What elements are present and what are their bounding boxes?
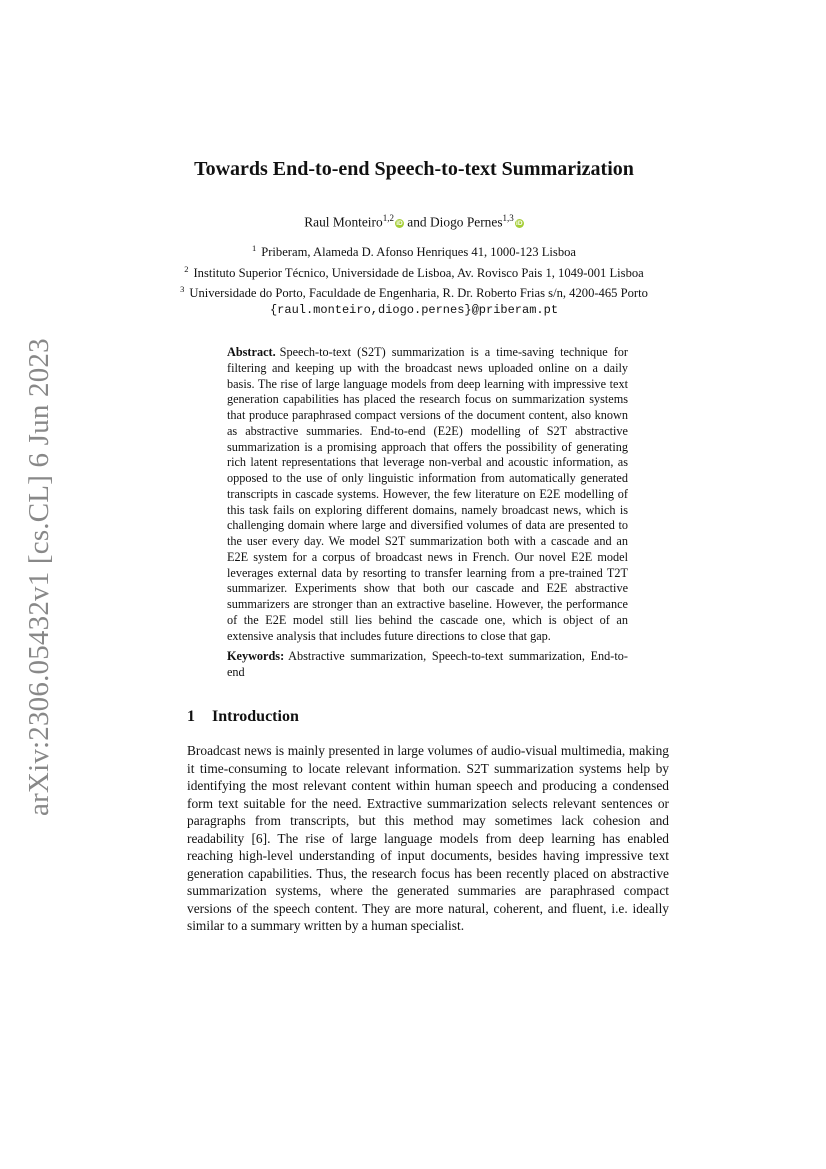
section-title: Introduction [212,708,299,725]
abstract-text: Speech-to-text (S2T) summarization is a time-saving technique for filtering and keeping up with the broadcast news uploaded online on a daily basis. The rise of large language models from deep learning with impressive text generation capabilities has placed the research focus on summarization systems that produce paraphrased compact versions of the document content, also known as abstractive summaries. End-to-end (E2E) modelling of S2T abstractive summarization is a promising approach that offers the possibility of generating rich latent representations that leverage non-verbal and acoustic information, as opposed to the use of only linguistic information from automatically generated transcripts in cascade systems. However, the few literature on E2E modelling of this task fails on exploring different domains, namely broadcast news, which is challenging domain where large and diversified volumes of data are presented to the user every day. We model S2T summarization both with a cascade and an E2E system for a corpus of broadcast news in French. Our novel E2E model leverages external data by resorting to transfer learning from a pre-trained T2T summarizer. Experiments show that both our cascade and E2E abstractive summarizers are stronger than an extractive baseline. However, the performance of the E2E model still lies behind the cascade one, which is object of an extensive analysis that includes future directions to close that gap. [227,345,628,643]
abstract [227,345,628,644]
affiliation-text: Universidade do Porto, Faculdade de Engenharia, R. Dr. Roberto Frias s/n, 4200-465 Porto [189,286,648,301]
affiliation-text: Priberam, Alameda D. Afonso Henriques 41, 1000-123 Lisboa [261,245,577,260]
affiliation-line [120,240,708,261]
author-emails: {raul.monteiro,diogo.pernes}@priberam.pt [269,303,559,318]
orcid-icon[interactable]: iD [516,220,523,228]
author-affiliation-marks: 1,2 [382,213,394,223]
affiliation-line [120,281,708,302]
keywords-text: Abstractive summarization, Speech-to-text summarization, End-to-end [227,649,628,679]
section-number: 1 [187,708,195,725]
section-heading [187,707,299,727]
affiliation-number: 3 [180,284,185,295]
author-line [120,209,708,231]
arxiv-identifier: arXiv:2306.05432v1 [cs.CL] 6 Jun 2023 [23,338,55,816]
author-name: Raul Monteiro [304,214,383,230]
affiliation-number: 2 [184,263,189,274]
author-conjunction: and [407,214,427,230]
affiliation-text: Instituto Superior Técnico, Universidade de Lisboa, Av. Rovisco Pais 1, 1049-001 Lisboa [193,265,644,280]
paper-title: Towards End-to-end Speech-to-text Summarization [194,158,634,180]
keywords [227,649,628,681]
author-affiliation-marks: 1,3 [502,213,514,223]
keywords-label: Keywords: [227,649,285,663]
introduction-paragraph: Broadcast news is mainly presented in large volumes of audio-visual multimedia, making it time-consuming to locate relevant information. S2T summarization systems help by identifying the most relevant content within human speech and producing a condensed form text suitable for the need. Extractive summarization selects relevant sentences or paragraphs from transcripts, but this method may sometimes lack cohesion and readability [6]. The rise of large language models from deep learning has enabled reaching high-level understanding of input documents, besides having impressive text generation capabilities. Thus, the research focus has been recently placed on abstractive summarization systems, where the generated summaries are paraphrased compact versions of the speech content. They are more natural, coherent, and fluent, i.e. ideally similar to a summary written by a human specialist. [187,743,669,934]
author-name: Diogo Pernes [430,214,503,230]
affiliations [120,240,708,319]
affiliation-line [120,261,708,282]
affiliation-number: 1 [251,243,257,253]
orcid-icon[interactable]: iD [396,220,403,228]
abstract-label: Abstract. [227,345,276,359]
